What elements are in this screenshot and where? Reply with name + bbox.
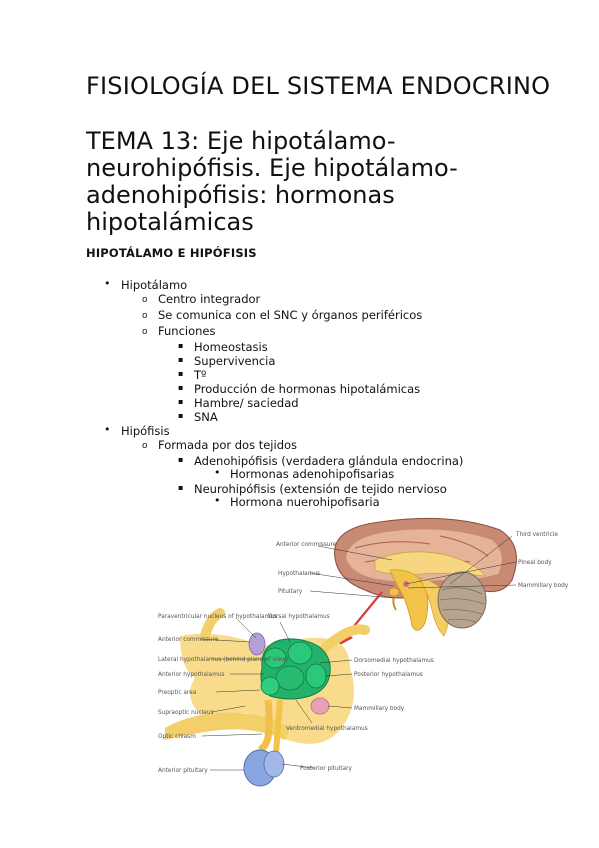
figure-label: Third ventricle bbox=[516, 532, 558, 538]
subtitle-line: hipotalámicas bbox=[86, 208, 254, 236]
list-item: Neurohipófisis (extensión de tejido nervioso bbox=[194, 482, 447, 496]
list-item: Adenohipófisis (verdadera glándula endocrina) bbox=[194, 454, 464, 468]
figure-label: Preoptic area bbox=[158, 690, 197, 696]
bullet-square: ▪ bbox=[178, 383, 184, 392]
figure-label: Pineal body bbox=[518, 560, 552, 566]
figure-label: Anterior commissure bbox=[158, 637, 219, 643]
list-item: SNA bbox=[194, 410, 218, 424]
list-item-hipotalamo: Hipotálamo bbox=[121, 278, 188, 292]
figure-label: Posterior hypothalamus bbox=[354, 672, 423, 678]
bullet-circle: o bbox=[142, 295, 148, 305]
list-item: Hambre/ saciedad bbox=[194, 396, 299, 410]
figure-label: Optic chiasm bbox=[158, 734, 196, 740]
list-item: Homeostasis bbox=[194, 340, 268, 354]
figure-label: Mammillary body bbox=[518, 583, 569, 589]
list-item: Se comunica con el SNC y órganos periféricos bbox=[158, 308, 423, 322]
bullet-square: ▪ bbox=[178, 341, 184, 350]
bullet-square: ▪ bbox=[178, 411, 184, 420]
figure-label: Anterior pituitary bbox=[158, 768, 208, 774]
list-item: Funciones bbox=[158, 324, 216, 338]
figure-label: Supraoptic nucleus bbox=[158, 710, 214, 716]
bullet-circle: o bbox=[142, 311, 148, 321]
figure-label: Posterior pituitary bbox=[300, 766, 352, 772]
list-item: Supervivencia bbox=[194, 354, 276, 368]
bullet-square: ▪ bbox=[178, 355, 184, 364]
subtitle-line: adenohipófisis: hormonas bbox=[86, 181, 395, 209]
list-item: Hormona nuerohipofisaria bbox=[230, 495, 380, 509]
list-item: Centro integrador bbox=[158, 292, 261, 306]
list-item: Hormonas adenohipofisarias bbox=[230, 467, 395, 481]
bullet-dot: • bbox=[214, 466, 221, 479]
figure-label: Lateral hypothalamus (behind plane of view) bbox=[158, 657, 289, 663]
bullet-circle: o bbox=[142, 441, 148, 451]
bullet-dot: • bbox=[104, 277, 111, 290]
list-item: Tº bbox=[194, 368, 207, 382]
document-title: FISIOLOGÍA DEL SISTEMA ENDOCRINO bbox=[86, 72, 551, 100]
figure-label: Anterior hypothalamus bbox=[158, 672, 225, 678]
figure-label: Paraventricular nucleus of hypothalamus bbox=[158, 614, 277, 620]
hypothalamus-pituitary-figure bbox=[150, 518, 569, 793]
bullet-dot: • bbox=[214, 494, 221, 507]
bullet-circle: o bbox=[142, 327, 148, 337]
bullet-square: ▪ bbox=[178, 397, 184, 406]
list-item: Producción de hormonas hipotalámicas bbox=[194, 382, 421, 396]
bullet-dot: • bbox=[104, 423, 111, 436]
list-item-hipofisis: Hipófisis bbox=[121, 424, 170, 438]
section-heading: HIPOTÁLAMO E HIPÓFISIS bbox=[86, 246, 257, 260]
figure-label: Ventromedial hypothalamus bbox=[286, 726, 368, 732]
figure-label: Mammillary body bbox=[354, 706, 405, 712]
figure-label: Dorsal hypothalamus bbox=[268, 614, 330, 620]
document-subtitle bbox=[86, 128, 556, 236]
list-item: Formada por dos tejidos bbox=[158, 438, 298, 452]
subtitle-line: TEMA 13: Eje hipotálamo- bbox=[86, 127, 396, 155]
figure-label: Dorsomedial hypothalamus bbox=[354, 658, 434, 664]
bullet-square: ▪ bbox=[178, 483, 184, 492]
figure-label: Hypothalamus bbox=[278, 571, 321, 577]
figure-label: Pituitary bbox=[278, 589, 303, 595]
bullet-square: ▪ bbox=[178, 369, 184, 378]
subtitle-line: neurohipófisis. Eje hipotálamo- bbox=[86, 154, 458, 182]
figure-label: Anterior commissure bbox=[276, 542, 337, 548]
bullet-square: ▪ bbox=[178, 455, 184, 464]
